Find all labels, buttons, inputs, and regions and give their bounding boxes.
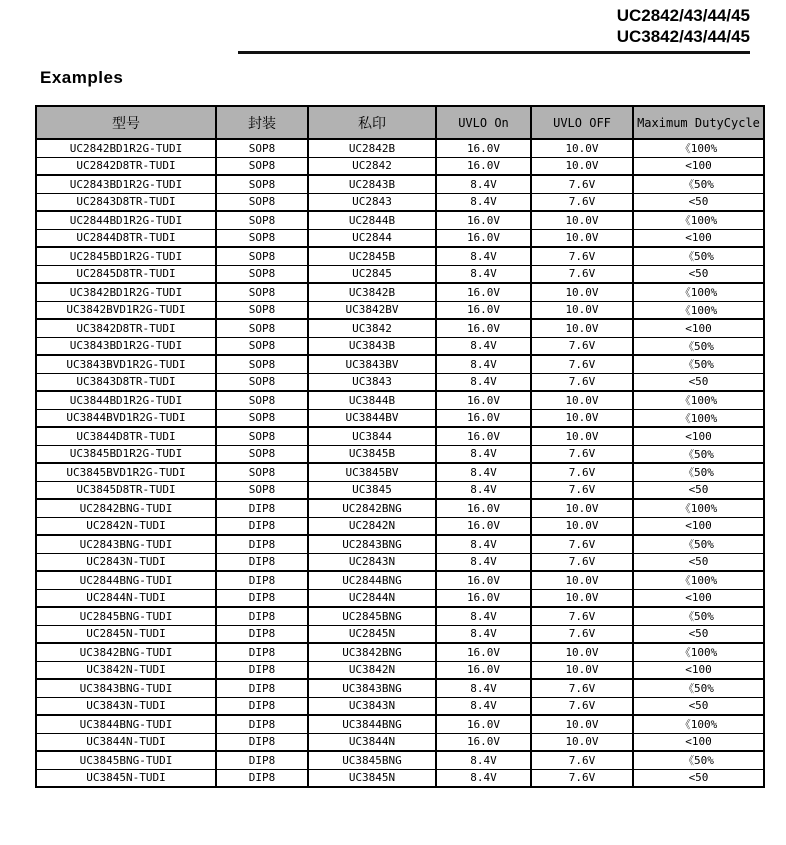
table-cell: 7.6V — [531, 445, 633, 463]
table-cell: 《50% — [633, 679, 764, 697]
table-cell: 10.0V — [531, 211, 633, 229]
table-cell: UC3843BV — [308, 355, 436, 373]
table-cell: 16.0V — [436, 427, 531, 445]
table-cell: 7.6V — [531, 373, 633, 391]
table-cell: 8.4V — [436, 535, 531, 553]
table-cell: DIP8 — [216, 571, 308, 589]
header-rule — [238, 51, 750, 54]
table-cell: UC2845B — [308, 247, 436, 265]
table-cell: UC3845BD1R2G-TUDI — [36, 445, 216, 463]
table-row — [36, 733, 764, 751]
table-cell: 10.0V — [531, 139, 633, 157]
table-cell: 16.0V — [436, 229, 531, 247]
table-cell: <100 — [633, 517, 764, 535]
table-cell: UC3843 — [308, 373, 436, 391]
table-cell: 《100% — [633, 715, 764, 733]
table-row — [36, 319, 764, 337]
table-row — [36, 571, 764, 589]
table-cell: 《50% — [633, 445, 764, 463]
table-cell: UC2845BNG — [308, 607, 436, 625]
table-cell: UC2843BNG-TUDI — [36, 535, 216, 553]
table-row — [36, 229, 764, 247]
table-cell: 16.0V — [436, 661, 531, 679]
table-cell: 7.6V — [531, 769, 633, 787]
table-cell: SOP8 — [216, 175, 308, 193]
table-cell: UC2844B — [308, 211, 436, 229]
table-cell: 《100% — [633, 571, 764, 589]
table-cell: UC2842 — [308, 157, 436, 175]
table-row — [36, 715, 764, 733]
table-row — [36, 661, 764, 679]
doc-title-line-2: UC3842/43/44/45 — [616, 27, 750, 46]
column-header-uvlo-off: UVLO OFF — [531, 106, 633, 139]
table-cell: 《100% — [633, 409, 764, 427]
table-cell: 10.0V — [531, 157, 633, 175]
doc-title-line-1: UC2842/43/44/45 — [616, 6, 750, 25]
table-cell: 8.4V — [436, 445, 531, 463]
table-cell: UC3843N-TUDI — [36, 697, 216, 715]
table-cell: SOP8 — [216, 193, 308, 211]
table-cell: UC3844B — [308, 391, 436, 409]
table-cell: 《50% — [633, 175, 764, 193]
table-cell: UC3843BVD1R2G-TUDI — [36, 355, 216, 373]
column-header-marking: 私印 — [308, 106, 436, 139]
table-cell: DIP8 — [216, 661, 308, 679]
table-cell: DIP8 — [216, 715, 308, 733]
table-row — [36, 535, 764, 553]
table-cell: 16.0V — [436, 733, 531, 751]
table-row — [36, 481, 764, 499]
table-cell: DIP8 — [216, 553, 308, 571]
table-cell: UC3845BV — [308, 463, 436, 481]
table-cell: 8.4V — [436, 679, 531, 697]
table-cell: 《100% — [633, 391, 764, 409]
table-cell: UC2843B — [308, 175, 436, 193]
table-cell: 7.6V — [531, 553, 633, 571]
table-row — [36, 283, 764, 301]
table-cell: UC2843BD1R2G-TUDI — [36, 175, 216, 193]
table-cell: <100 — [633, 661, 764, 679]
table-cell: DIP8 — [216, 643, 308, 661]
table-cell: UC3845 — [308, 481, 436, 499]
table-cell: UC2845BD1R2G-TUDI — [36, 247, 216, 265]
table-cell: DIP8 — [216, 625, 308, 643]
table-cell: 10.0V — [531, 409, 633, 427]
table-row — [36, 445, 764, 463]
table-cell: 《50% — [633, 463, 764, 481]
table-cell: UC2843N-TUDI — [36, 553, 216, 571]
table-row — [36, 607, 764, 625]
table-cell: 《50% — [633, 535, 764, 553]
table-cell: UC3844N-TUDI — [36, 733, 216, 751]
table-cell: 10.0V — [531, 517, 633, 535]
table-cell: 8.4V — [436, 355, 531, 373]
table-cell: 7.6V — [531, 751, 633, 769]
table-row — [36, 373, 764, 391]
table-cell: UC3842BNG — [308, 643, 436, 661]
table-cell: 8.4V — [436, 607, 531, 625]
table-cell: UC3845BNG-TUDI — [36, 751, 216, 769]
table-cell: UC2844N — [308, 589, 436, 607]
table-cell: UC3842 — [308, 319, 436, 337]
table-cell: UC2842N — [308, 517, 436, 535]
table-cell: UC2842BNG-TUDI — [36, 499, 216, 517]
table-cell: SOP8 — [216, 445, 308, 463]
table-row — [36, 247, 764, 265]
table-row — [36, 769, 764, 787]
table-row — [36, 157, 764, 175]
table-cell: UC3843BNG-TUDI — [36, 679, 216, 697]
table-cell: 7.6V — [531, 697, 633, 715]
table-cell: SOP8 — [216, 247, 308, 265]
column-header-model: 型号 — [36, 106, 216, 139]
table-row — [36, 265, 764, 283]
table-cell: UC3842BV — [308, 301, 436, 319]
table-cell: UC3844 — [308, 427, 436, 445]
table-cell: <50 — [633, 193, 764, 211]
table-cell: DIP8 — [216, 607, 308, 625]
table-cell: 10.0V — [531, 733, 633, 751]
table-cell: 《50% — [633, 607, 764, 625]
table-cell: 16.0V — [436, 139, 531, 157]
table-cell: UC3842BNG-TUDI — [36, 643, 216, 661]
table-cell: UC3844BVD1R2G-TUDI — [36, 409, 216, 427]
table-cell: 10.0V — [531, 391, 633, 409]
table-cell: 8.4V — [436, 481, 531, 499]
table-body — [36, 139, 764, 787]
table-cell: UC2844N-TUDI — [36, 589, 216, 607]
table-cell: 16.0V — [436, 283, 531, 301]
table-cell: UC3845B — [308, 445, 436, 463]
table-cell: UC3843B — [308, 337, 436, 355]
table-cell: UC3845N — [308, 769, 436, 787]
table-cell: 7.6V — [531, 463, 633, 481]
table-cell: 16.0V — [436, 517, 531, 535]
table-cell: UC2843BNG — [308, 535, 436, 553]
table-cell: SOP8 — [216, 373, 308, 391]
table-cell: SOP8 — [216, 391, 308, 409]
table-cell: 10.0V — [531, 319, 633, 337]
table-cell: UC3843BD1R2G-TUDI — [36, 337, 216, 355]
table-cell: <50 — [633, 625, 764, 643]
table-cell: 《50% — [633, 355, 764, 373]
table-row — [36, 211, 764, 229]
table-cell: SOP8 — [216, 139, 308, 157]
table-cell: 8.4V — [436, 697, 531, 715]
table-cell: UC2844BNG — [308, 571, 436, 589]
table-cell: 16.0V — [436, 715, 531, 733]
table-cell: 7.6V — [531, 625, 633, 643]
table-cell: 8.4V — [436, 265, 531, 283]
table-cell: UC2845D8TR-TUDI — [36, 265, 216, 283]
table-cell: SOP8 — [216, 355, 308, 373]
table-cell: 7.6V — [531, 265, 633, 283]
doc-part-titles — [617, 5, 750, 47]
table-cell: 16.0V — [436, 319, 531, 337]
table-cell: UC3844N — [308, 733, 436, 751]
table-cell: UC3842D8TR-TUDI — [36, 319, 216, 337]
table-cell: 8.4V — [436, 193, 531, 211]
table-cell: SOP8 — [216, 427, 308, 445]
table-cell: UC2842BNG — [308, 499, 436, 517]
table-row — [36, 589, 764, 607]
table-cell: UC2843N — [308, 553, 436, 571]
table-cell: DIP8 — [216, 517, 308, 535]
table-cell: SOP8 — [216, 265, 308, 283]
table-cell: SOP8 — [216, 157, 308, 175]
table-cell: 16.0V — [436, 301, 531, 319]
table-cell: 《100% — [633, 499, 764, 517]
table-cell: 16.0V — [436, 391, 531, 409]
table-cell: 7.6V — [531, 607, 633, 625]
table-cell: UC2842BD1R2G-TUDI — [36, 139, 216, 157]
table-cell: <100 — [633, 733, 764, 751]
table-row — [36, 643, 764, 661]
table-cell: UC3845BNG — [308, 751, 436, 769]
table-row — [36, 427, 764, 445]
table-cell: 16.0V — [436, 157, 531, 175]
table-cell: 10.0V — [531, 571, 633, 589]
table-cell: 《50% — [633, 247, 764, 265]
table-row — [36, 499, 764, 517]
table-cell: UC2844 — [308, 229, 436, 247]
table-cell: SOP8 — [216, 463, 308, 481]
table-cell: UC3845D8TR-TUDI — [36, 481, 216, 499]
table-cell: UC3844BD1R2G-TUDI — [36, 391, 216, 409]
table-cell: UC2843 — [308, 193, 436, 211]
table-cell: 《100% — [633, 139, 764, 157]
examples-table — [35, 105, 765, 788]
table-cell: UC2845 — [308, 265, 436, 283]
table-cell: DIP8 — [216, 733, 308, 751]
table-cell: 8.4V — [436, 373, 531, 391]
table-cell: 《50% — [633, 337, 764, 355]
table-row — [36, 697, 764, 715]
column-header-package: 封装 — [216, 106, 308, 139]
table-cell: UC3842BVD1R2G-TUDI — [36, 301, 216, 319]
table-cell: DIP8 — [216, 697, 308, 715]
table-row — [36, 409, 764, 427]
table-row — [36, 139, 764, 157]
page-title: Examples — [40, 68, 124, 87]
table-cell: UC3843N — [308, 697, 436, 715]
table-header-row — [36, 106, 764, 139]
table-cell: 8.4V — [436, 175, 531, 193]
table-cell: UC2844BNG-TUDI — [36, 571, 216, 589]
table-cell: <50 — [633, 697, 764, 715]
table-cell: DIP8 — [216, 679, 308, 697]
table-cell: SOP8 — [216, 211, 308, 229]
table-cell: 16.0V — [436, 409, 531, 427]
table-cell: SOP8 — [216, 481, 308, 499]
examples-table-container — [35, 105, 765, 788]
table-cell: 《100% — [633, 283, 764, 301]
table-cell: <100 — [633, 319, 764, 337]
table-cell: DIP8 — [216, 499, 308, 517]
column-header-uvlo-on: UVLO On — [436, 106, 531, 139]
table-cell: 10.0V — [531, 229, 633, 247]
table-cell: 7.6V — [531, 679, 633, 697]
table-cell: 10.0V — [531, 715, 633, 733]
table-cell: UC2845BNG-TUDI — [36, 607, 216, 625]
table-row — [36, 337, 764, 355]
table-cell: 《50% — [633, 751, 764, 769]
table-cell: 10.0V — [531, 427, 633, 445]
table-cell: SOP8 — [216, 409, 308, 427]
table-cell: UC2842B — [308, 139, 436, 157]
table-cell: 《100% — [633, 643, 764, 661]
table-row — [36, 391, 764, 409]
table-row — [36, 553, 764, 571]
table-cell: 《100% — [633, 301, 764, 319]
table-cell: UC2842D8TR-TUDI — [36, 157, 216, 175]
table-cell: UC3844BV — [308, 409, 436, 427]
table-cell: DIP8 — [216, 769, 308, 787]
table-row — [36, 175, 764, 193]
table-cell: UC3842N — [308, 661, 436, 679]
table-cell: <100 — [633, 589, 764, 607]
table-cell: SOP8 — [216, 229, 308, 247]
table-cell: DIP8 — [216, 589, 308, 607]
table-cell: UC2843D8TR-TUDI — [36, 193, 216, 211]
table-cell: 8.4V — [436, 769, 531, 787]
table-cell: UC3845N-TUDI — [36, 769, 216, 787]
table-cell: UC3842B — [308, 283, 436, 301]
table-cell: 10.0V — [531, 589, 633, 607]
table-cell: 8.4V — [436, 337, 531, 355]
table-cell: SOP8 — [216, 319, 308, 337]
table-row — [36, 193, 764, 211]
table-cell: UC3843BNG — [308, 679, 436, 697]
table-cell: <50 — [633, 481, 764, 499]
table-cell: 8.4V — [436, 463, 531, 481]
table-cell: UC2844BD1R2G-TUDI — [36, 211, 216, 229]
table-cell: 16.0V — [436, 643, 531, 661]
table-row — [36, 355, 764, 373]
table-cell: DIP8 — [216, 751, 308, 769]
table-cell: 7.6V — [531, 175, 633, 193]
table-row — [36, 679, 764, 697]
table-row — [36, 625, 764, 643]
table-cell: UC3844BNG — [308, 715, 436, 733]
table-cell: 8.4V — [436, 247, 531, 265]
table-cell: 7.6V — [531, 337, 633, 355]
table-cell: 《100% — [633, 211, 764, 229]
table-cell: <100 — [633, 157, 764, 175]
table-cell: DIP8 — [216, 535, 308, 553]
table-cell: 8.4V — [436, 553, 531, 571]
column-header-duty-cycle: Maximum DutyCycle — [633, 106, 764, 139]
table-cell: 16.0V — [436, 571, 531, 589]
table-cell: <50 — [633, 265, 764, 283]
table-cell: UC3844BNG-TUDI — [36, 715, 216, 733]
table-cell: UC3845BVD1R2G-TUDI — [36, 463, 216, 481]
table-cell: 10.0V — [531, 499, 633, 517]
table-row — [36, 301, 764, 319]
table-cell: 10.0V — [531, 643, 633, 661]
table-cell: 16.0V — [436, 499, 531, 517]
table-cell: <100 — [633, 427, 764, 445]
table-cell: UC3843D8TR-TUDI — [36, 373, 216, 391]
table-cell: <50 — [633, 553, 764, 571]
table-cell: 7.6V — [531, 481, 633, 499]
table-cell: UC3842N-TUDI — [36, 661, 216, 679]
table-cell: 8.4V — [436, 625, 531, 643]
table-cell: 8.4V — [436, 751, 531, 769]
table-cell: <100 — [633, 229, 764, 247]
table-cell: UC3842BD1R2G-TUDI — [36, 283, 216, 301]
table-cell: 7.6V — [531, 193, 633, 211]
table-cell: 16.0V — [436, 211, 531, 229]
table-cell: <50 — [633, 769, 764, 787]
table-cell: 7.6V — [531, 535, 633, 553]
table-cell: 16.0V — [436, 589, 531, 607]
table-cell: UC2845N-TUDI — [36, 625, 216, 643]
table-row — [36, 463, 764, 481]
table-cell: 10.0V — [531, 661, 633, 679]
table-cell: 10.0V — [531, 283, 633, 301]
table-cell: UC2844D8TR-TUDI — [36, 229, 216, 247]
table-cell: <50 — [633, 373, 764, 391]
table-cell: SOP8 — [216, 337, 308, 355]
table-row — [36, 517, 764, 535]
table-cell: SOP8 — [216, 283, 308, 301]
table-cell: 7.6V — [531, 355, 633, 373]
table-cell: 7.6V — [531, 247, 633, 265]
table-cell: 10.0V — [531, 301, 633, 319]
table-cell: SOP8 — [216, 301, 308, 319]
table-row — [36, 751, 764, 769]
table-cell: UC2842N-TUDI — [36, 517, 216, 535]
table-cell: UC2845N — [308, 625, 436, 643]
table-cell: UC3844D8TR-TUDI — [36, 427, 216, 445]
